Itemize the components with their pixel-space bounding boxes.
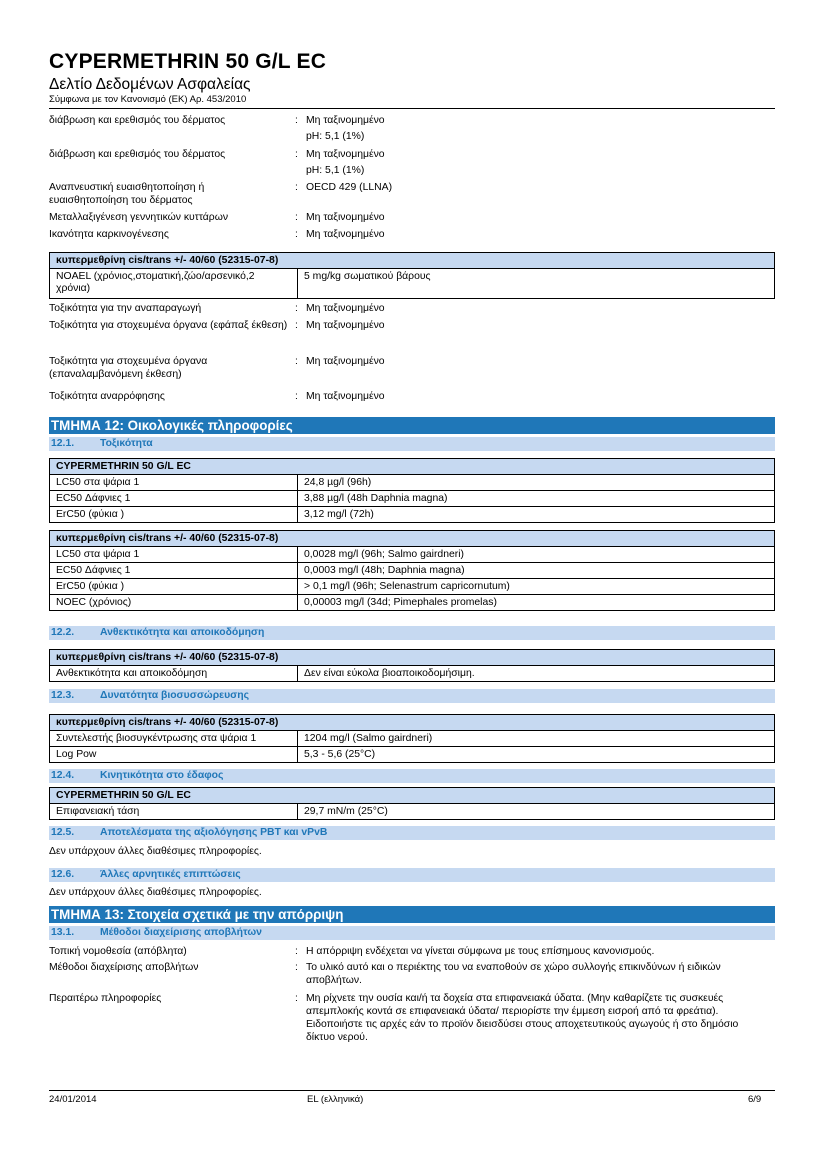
table-header-row [50,459,775,475]
table-cell-value: 3,12 mg/l (72h) [298,507,775,523]
prop-value: Μη ταξινομημένο [306,115,385,126]
table-cell-label: Συντελεστής βιοσυγκέντρωσης στα ψάρια 1 [50,731,298,747]
table-cell-value: > 0,1 mg/l (96h; Selenastrum capricornutum) [298,579,775,595]
prop-label: Μέθοδοι διαχείρισης αποβλήτων [49,962,199,973]
table-row [50,804,775,820]
table-cell-label: ErC50 (φύκια ) [50,579,298,595]
prop-value: Μη ταξινομημένο [306,320,385,331]
table-row [50,547,775,563]
prop-value: Μη ταξινομημένο [306,229,385,240]
table-row [50,491,775,507]
table-header: κυπερμεθρίνη cis/trans +/- 40/60 (52315-07-8) [50,253,775,269]
table-header: CYPERMETHRIN 50 G/L EC [50,788,775,804]
subsection-title: Μέθοδοι διαχείρισης αποβλήτων [100,927,262,938]
table-cell-value: 0,0003 mg/l (48h; Daphnia magna) [298,563,775,579]
prop-value: Η απόρριψη ενδέχεται να γίνεται σύμφωνα με τους επίσημους κανονισμούς. [306,946,655,957]
table-cell-value: 3,88 µg/l (48h Daphnia magna) [298,491,775,507]
subsection-title: Άλλες αρνητικές επιπτώσεις [100,869,241,880]
prop-label: διάβρωση και ερεθισμός του δέρματος [49,115,226,126]
prop-colon: : [295,212,298,223]
subsection-title: Τοξικότητα [100,438,153,449]
subsection-12-4 [49,769,775,783]
prop-label: Τοπική νομοθεσία (απόβλητα) [49,946,187,957]
table-cell-value: 24,8 µg/l (96h) [298,475,775,491]
prop-colon: : [295,182,298,193]
table-header: κυπερμεθρίνη cis/trans +/- 40/60 (52315-07-8) [50,531,775,547]
table-row [50,731,775,747]
prop-label: Περαιτέρω πληροφορίες [49,993,162,1004]
prop-label: Τοξικότητα για την αναπαραγωγή [49,303,202,314]
subsection-12-2 [49,626,775,640]
table-row [50,747,775,763]
footer-date: 24/01/2014 [49,1094,97,1105]
table-cell-label: LC50 στα ψάρια 1 [50,475,298,491]
table-cell-value: Δεν είναι εύκολα βιοαποικοδομήσιμη. [298,666,775,682]
table-header: κυπερμεθρίνη cis/trans +/- 40/60 (52315-07-8) [50,650,775,666]
subsection-number: 12.3. [51,690,75,701]
persistence-table [49,649,775,682]
table-cell-value: 0,00003 mg/l (34d; Pimephales promelas) [298,595,775,611]
regulation-line: Σύμφωνα με τον Κανονισμό (ΕΚ) Αρ. 453/2010 [49,94,247,105]
table-row [50,579,775,595]
table-header-row [50,531,775,547]
prop-colon: : [295,391,298,402]
prop-label: Μεταλλαξιγένεση γεννητικών κυττάρων [49,212,229,223]
table-header-row [50,715,775,731]
table-cell-value: 29,7 mN/m (25°C) [298,804,775,820]
prop-label: Τοξικότητα για στοχευμένα όργανα (εφάπαξ έκθεση) [49,320,288,331]
subsection-number: 13.1. [51,927,75,938]
prop-label: διάβρωση και ερεθισμός του δέρματος [49,149,226,160]
footer-language: EL (ελληνικά) [307,1094,364,1105]
table-cell-value: 0,0028 mg/l (96h; Salmo gairdneri) [298,547,775,563]
table-cell-label: Επιφανειακή τάση [50,804,298,820]
prop-colon: : [295,115,298,126]
toxicity-table-product [49,458,775,523]
prop-value: Το υλικό αυτό και ο περιέκτης του να εναποθούν σε χώρο συλλογής επικινδύνων ή ειδικών αποβλήτων. [306,962,721,986]
prop-value: Μη ταξινομημένο [306,303,385,314]
subsection-13-1 [49,926,775,940]
subsection-title: Αποτελέσματα της αξιολόγησης PBT και vPvB [100,827,328,838]
prop-value: Μη ταξινομημένο [306,149,385,160]
soil-mobility-table [49,787,775,820]
prop-colon: : [295,229,298,240]
prop-colon: : [295,149,298,160]
section-12-heading: ΤΜΗΜΑ 12: Οικολογικές πληροφορίες [49,417,775,434]
prop-extra: pH: 5,1 (1%) [306,131,365,142]
prop-value: Μη ταξινομημένο [306,212,385,223]
table-cell-label: LC50 στα ψάρια 1 [50,547,298,563]
table-cell-value: 1204 mg/l (Salmo gairdneri) [298,731,775,747]
footer-rule [49,1090,775,1091]
subsection-number: 12.2. [51,627,75,638]
table-header: CYPERMETHRIN 50 G/L EC [50,459,775,475]
subsection-title: Δυνατότητα βιοσυσσώρευσης [100,690,249,701]
subsection-12-5 [49,826,775,840]
subsection-12-6 [49,868,775,882]
prop-colon: : [295,320,298,331]
toxicity-table-cypermethrin [49,530,775,611]
subsection-12-3 [49,689,775,703]
prop-label: Τοξικότητα για στοχευμένα όργανα (επαναλαμβανόμενη έκθεση) [49,356,208,380]
table-cell-label: EC50 Δάφνιες 1 [50,563,298,579]
subsection-number: 12.5. [51,827,75,838]
table-row [50,475,775,491]
subsection-number: 12.1. [51,438,75,449]
prop-value: Μη ρίχνετε την ουσία και/ή τα δοχεία στα επιφανειακά ύδατα. (Μην καθαρίζετε τις συσκευές απεμπλοκής κοντά σε επιφανειακά ύδατα/ περιορίστε την έμμεση εισροή από τα φρεάτια). Ειδοποιήστε τις αρχές εάν το προϊόν διεισδύσει στους αποχετευτικούς αγωγούς ή στο δημόσιο δίκτυο νερού. [306,993,739,1043]
table-row [50,666,775,682]
table-cell-label: Ανθεκτικότητα και αποικοδόμηση [50,666,298,682]
subsection-title: Ανθεκτικότητα και αποικοδόμηση [100,627,265,638]
table-cell-label: ErC50 (φύκια ) [50,507,298,523]
subsection-number: 12.6. [51,869,75,880]
bioaccumulation-table [49,714,775,763]
table-header-row [50,253,775,269]
subsection-12-6-text: Δεν υπάρχουν άλλες διαθέσιμες πληροφορίες. [49,887,262,898]
footer-page-number: 6/9 [748,1094,762,1105]
header-rule [49,108,775,109]
table-header: κυπερμεθρίνη cis/trans +/- 40/60 (52315-07-8) [50,715,775,731]
prop-colon: : [295,962,298,973]
prop-value: OECD 429 (LLNA) [306,182,393,193]
prop-colon: : [295,303,298,314]
prop-colon: : [295,356,298,367]
table-cell-value: 5,3 - 5,6 (25°C) [298,747,775,763]
table-row [50,595,775,611]
table-cell-value: 5 mg/kg σωματικού βάρους [298,269,775,299]
prop-extra: pH: 5,1 (1%) [306,165,365,176]
table-cell-label: NOAEL (χρόνιος,στοματική,ζώο/αρσενικό,2 χρόνια) [50,269,298,299]
prop-label: Αναπνευστική ευαισθητοποίηση ή ευαισθητοποίηση του δέρματος [49,182,205,206]
subsection-12-5-text: Δεν υπάρχουν άλλες διαθέσιμες πληροφορίες. [49,846,262,857]
document-title: CYPERMETHRIN 50 G/L EC [49,50,327,73]
table-cell-label: NOEC (χρόνιος) [50,595,298,611]
prop-value: Μη ταξινομημένο [306,356,385,367]
prop-colon: : [295,993,298,1004]
prop-colon: : [295,946,298,957]
table-cell-label: Log Pow [50,747,298,763]
table-header-row [50,788,775,804]
section-13-heading: ΤΜΗΜΑ 13: Στοιχεία σχετικά με την απόρριψη [49,906,775,923]
table-row [50,269,775,299]
prop-label: Τοξικότητα αναρρόφησης [49,391,165,402]
table-row [50,507,775,523]
table-cell-label: EC50 Δάφνιες 1 [50,491,298,507]
noael-table [49,252,775,299]
document-subtitle: Δελτίο Δεδομένων Ασφαλείας [49,76,251,93]
prop-label: Ικανότητα καρκινογένεσης [49,229,169,240]
prop-value: Μη ταξινομημένο [306,391,385,402]
subsection-12-1 [49,437,775,451]
subsection-number: 12.4. [51,770,75,781]
subsection-title: Κινητικότητα στο έδαφος [100,770,224,781]
table-row [50,563,775,579]
table-header-row [50,650,775,666]
